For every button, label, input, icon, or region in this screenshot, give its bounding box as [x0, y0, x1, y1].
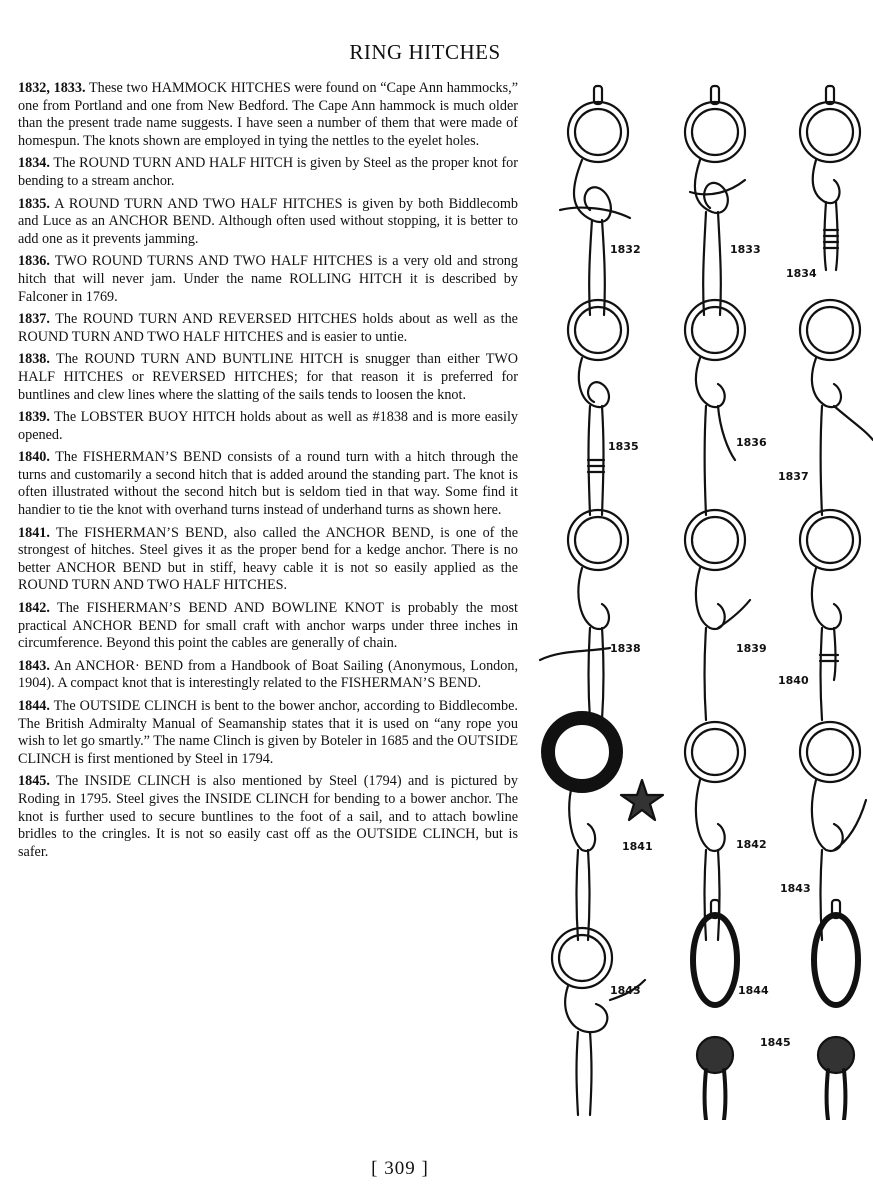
figure-label: 1835	[608, 440, 639, 453]
knot-number: 1834.	[18, 155, 50, 172]
paragraph-text: The ROUND TURN AND BUNTLINE HITCH is snugger than either TWO HALF HITCHES or REVERSED HITCHES; for that reason it is preferred for buntlines and clew lines where the slatting of the sails tends to loosen the knot.	[18, 351, 518, 403]
paragraph-1842	[18, 600, 518, 653]
figure-label: 1842	[736, 838, 767, 851]
paragraph-1844	[18, 698, 518, 768]
knot-number: 1844.	[18, 698, 50, 714]
figure-label: 1843	[780, 882, 811, 895]
figure-label: 1841	[622, 840, 653, 853]
knot-number: 1841.	[18, 524, 50, 541]
knot-number: 1839.	[18, 409, 50, 426]
knot-figure-1834	[800, 86, 860, 270]
paragraph-1835	[18, 196, 518, 249]
figure-label: 1840	[778, 674, 809, 687]
paragraph-1840	[18, 449, 518, 519]
paragraph-1836	[18, 253, 518, 306]
figure-label: 1839	[736, 642, 767, 655]
knot-number: 1845.	[18, 773, 50, 790]
knot-figure-1839	[685, 510, 750, 720]
text-column	[18, 80, 518, 866]
paragraph-text: An ANCHOR· BEND from a Handbook of Boat Sailing (Anonymous, London, 1904). A compact knot that is interestingly related to the FISHERMAN’S BEND.	[18, 657, 518, 692]
knot-figure-1844	[693, 900, 737, 1120]
figure-label: 1845	[760, 1036, 791, 1049]
star-icon	[621, 780, 663, 820]
knot-figure-1842	[685, 722, 745, 940]
knot-figure-1836	[685, 300, 745, 515]
paragraph-text: The FISHERMAN’S BEND consists of a round turn with a hitch through the turns and customarily a second hitch that is added around the standing part. The knot is often illustrated without the second hitch but is seldom tied in that way. Some find it handier to tie the knot with overhand turns instead of underhand turns as shown here.	[18, 449, 518, 519]
paragraph-text: The ROUND TURN AND REVERSED HITCHES holds about as well as the ROUND TURN AND TWO HALF HITCHES and is easier to untie.	[18, 311, 518, 345]
paragraph-1845	[18, 773, 518, 861]
paragraph-1841	[18, 525, 518, 595]
figure-label: 1838	[610, 642, 641, 655]
figure-label: 1843	[610, 984, 641, 997]
paragraph-text: A ROUND TURN AND TWO HALF HITCHES is given by both Biddlecomb and Luce as an ANCHOR BEND. Although often used without stopping, it is better to add one as it prevents jamming.	[18, 195, 518, 247]
page-number: [ 309 ]	[371, 1158, 429, 1179]
figure-label: 1836	[736, 436, 767, 449]
paragraph-1832-1833	[18, 80, 518, 150]
figure-label: 1837	[778, 470, 809, 483]
knot-figure-1840	[800, 510, 860, 720]
knot-figure-1838	[540, 510, 628, 720]
figure-label: 1832	[610, 243, 641, 256]
knot-figure-1841	[548, 718, 616, 940]
knot-figure-1837	[800, 300, 873, 515]
paragraph-1839	[18, 409, 518, 444]
paragraph-text: The LOBSTER BUOY HITCH holds about as well as #1838 and is more easily opened.	[18, 409, 518, 443]
knot-number: 1838.	[18, 351, 50, 368]
knot-figure-1833	[685, 86, 745, 315]
page-title: RING HITCHES	[349, 40, 501, 64]
knot-number: 1832, 1833.	[18, 80, 86, 96]
knot-number: 1835.	[18, 195, 50, 212]
paragraph-1837	[18, 311, 518, 346]
figure-label: 1844	[738, 984, 769, 997]
paragraph-text: These two HAMMOCK HITCHES were found on “Cape Ann hammocks,” one from Portland and one from New Bedford. The Cape Ann hammock is much older than the present trade name suggests. I have seen a number of them that were made of homespun. The knots shown are employed in tying the nettles to the eyelet holes.	[18, 80, 519, 149]
paragraph-text: The FISHERMAN’S BEND AND BOWLINE KNOT is probably the most practical ANCHOR BEND for small craft with anchor warps under three inches in circumference. Beyond this point the cables are generally of chain.	[18, 600, 518, 652]
knot-illustrations	[530, 80, 873, 1120]
paragraph-text: TWO ROUND TURNS AND TWO HALF HITCHES is a very old and strong hitch that will never jam. Under the name ROLLING HITCH it is described by Falconer in 1769.	[18, 253, 518, 305]
knot-figure-1835	[568, 300, 628, 515]
paragraph-1843	[18, 658, 518, 693]
figure-label: 1834	[786, 267, 817, 280]
knot-figure-1843-outside	[552, 928, 645, 1115]
figure-label: 1833	[730, 243, 761, 256]
knot-figure-1832	[560, 86, 630, 315]
knot-number: 1840.	[18, 449, 50, 466]
knot-number: 1837.	[18, 311, 50, 328]
knot-number: 1836.	[18, 253, 50, 270]
knot-number: 1842.	[18, 600, 50, 617]
paragraph-1834	[18, 155, 518, 190]
knot-number: 1843.	[18, 657, 50, 674]
paragraph-text: The OUTSIDE CLINCH is bent to the bower anchor, according to Biddlecombe. The British Admiralty Manual of Seamanship states that it is used on “any rope you wish to let go smartly.” The name Clinch is given by Boteler in 1685 and the OUTSIDE CLINCH is first mentioned by Steel in 1794.	[18, 698, 518, 767]
paragraph-text: The FISHERMAN’S BEND, also called the ANCHOR BEND, is one of the strongest of hitches. Steel gives it as the proper bend for a kedge anchor. There is no better ANCHOR BEND but in stiff, heavy cable it is not so easily applied as the ROUND TURN AND TWO HALF HITCHES.	[18, 524, 518, 594]
paragraph-text: The INSIDE CLINCH is also mentioned by Steel (1794) and is pictured by Roding in 1795. Steel gives the INSIDE CLINCH for bending to a bower anchor. The knot is further used to secure buntlines to the foot of a sail, and to attach bowline bridles to the cringles. It is not so easily cast off as the OUTSIDE CLINCH, but is safer.	[18, 773, 518, 860]
knot-figure-1845	[814, 900, 858, 1120]
paragraph-1838	[18, 351, 518, 404]
paragraph-text: The ROUND TURN AND HALF HITCH is given by Steel as the proper knot for bending to a stream anchor.	[18, 155, 518, 189]
